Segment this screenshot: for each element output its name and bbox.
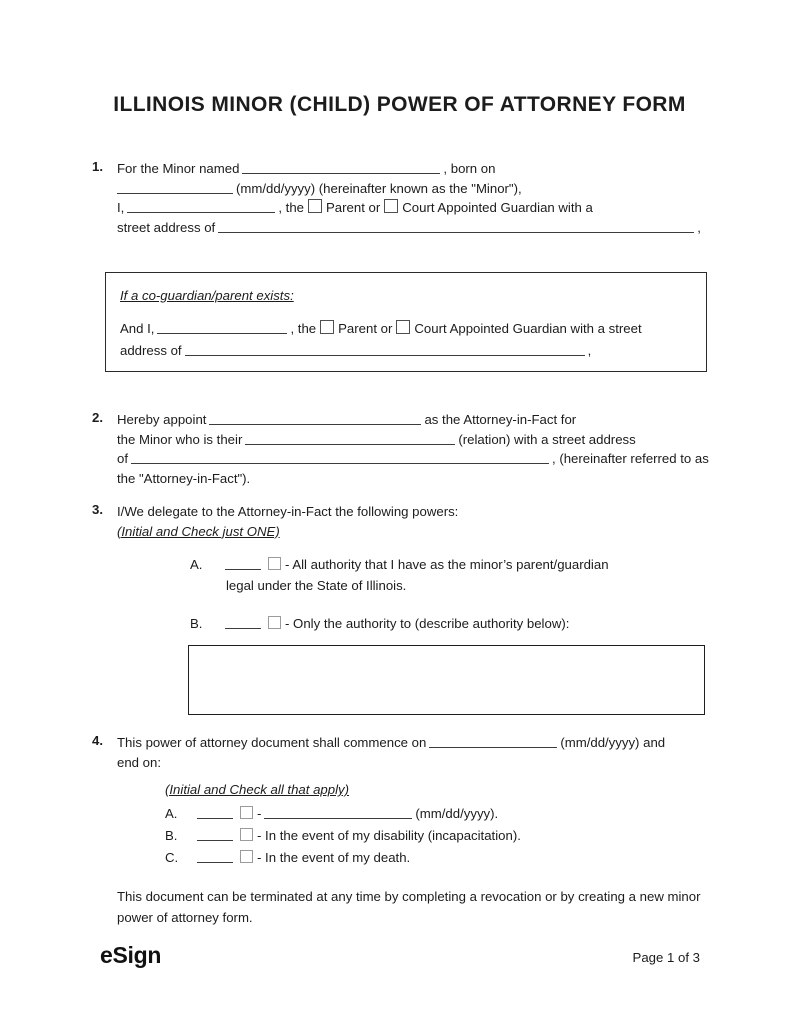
guardian-name-field[interactable]: [127, 199, 275, 213]
section-1-number: 1.: [92, 159, 103, 174]
end-a-initials-field[interactable]: [197, 805, 233, 819]
end-c-label: C.: [165, 849, 179, 865]
s1-i-label: I,: [117, 200, 125, 215]
co-guardian-name-field[interactable]: [157, 320, 287, 334]
end-b-label: B.: [165, 827, 178, 843]
option-a-initials-field[interactable]: [225, 556, 261, 570]
attorney-in-fact-name-field[interactable]: [209, 411, 421, 425]
s4-commence-label: This power of attorney document shall commence on: [117, 735, 427, 750]
s4-date-suffix-label: (mm/dd/yyyy) and: [560, 735, 666, 750]
end-a-dash: -: [257, 805, 262, 821]
end-a-label: A.: [165, 805, 178, 821]
section-4: [92, 733, 707, 869]
termination-note: This document can be terminated at any time by completing a revocation or by creating a new minor power of attorney form.: [117, 888, 701, 925]
court-guardian-checkbox[interactable]: [384, 199, 398, 213]
parent-checkbox[interactable]: [308, 199, 322, 213]
co-guardian-box: [105, 272, 707, 372]
end-c-initials-field[interactable]: [197, 849, 233, 863]
minor-dob-field[interactable]: [117, 180, 233, 194]
s3-instruction: (Initial and Check just ONE): [117, 523, 280, 539]
cobox-parent-label: Parent or: [338, 321, 393, 336]
option-b-checkbox[interactable]: [268, 616, 281, 629]
guardian-address-field[interactable]: [218, 219, 694, 233]
option-b-text: - Only the authority to (describe authority below):: [285, 616, 570, 631]
cobox-and-i-label: And I,: [120, 321, 155, 336]
s2-relation-label: (relation) with a street address: [458, 431, 636, 447]
s1-guardian-label: Court Appointed Guardian with a: [402, 200, 593, 215]
s1-dob-suffix-label: (mm/dd/yyyy) (hereinafter known as the "Minor"),: [236, 180, 522, 196]
section-4-number: 4.: [92, 733, 103, 748]
end-b-initials-field[interactable]: [197, 827, 233, 841]
section-2: [92, 410, 707, 488]
option-a-text-line2: legal under the State of Illinois.: [226, 578, 407, 593]
co-guardian-heading: If a co-guardian/parent exists:: [120, 288, 294, 303]
co-parent-checkbox[interactable]: [320, 320, 334, 334]
end-c-text: - In the event of my death.: [257, 849, 411, 865]
co-guardian-address-field[interactable]: [185, 342, 585, 356]
option-b-label: B.: [190, 616, 203, 631]
option-a-text-line1: - All authority that I have as the minor’s parent/guardian: [285, 557, 609, 572]
s2-aif-name-label: the "Attorney-in-Fact").: [117, 470, 251, 486]
cobox-address-label: address of: [120, 342, 182, 358]
minor-name-field[interactable]: [242, 160, 440, 174]
s3-intro: I/We delegate to the Attorney-in-Fact the following powers:: [117, 504, 459, 519]
s1-comma: ,: [697, 219, 701, 235]
relation-field[interactable]: [245, 431, 455, 445]
cobox-comma: ,: [587, 342, 592, 358]
section-3-number: 3.: [92, 502, 103, 517]
end-date-field[interactable]: [264, 805, 412, 819]
esign-logo: eSign: [100, 942, 162, 968]
section-3: [92, 502, 707, 715]
end-option-a: [165, 803, 707, 825]
section-1: [92, 159, 707, 237]
co-court-guardian-checkbox[interactable]: [396, 320, 410, 334]
s1-the-label: , the: [278, 200, 304, 215]
attorney-in-fact-address-field[interactable]: [131, 450, 549, 464]
s4-end-on-label: end on:: [117, 754, 161, 770]
option-a-label: A.: [190, 557, 203, 572]
authority-description-box[interactable]: [188, 645, 705, 715]
option-b-initials-field[interactable]: [225, 615, 261, 629]
end-a-checkbox[interactable]: [240, 806, 253, 819]
s2-aif-for-label: as the Attorney-in-Fact for: [424, 412, 577, 427]
end-b-checkbox[interactable]: [240, 828, 253, 841]
end-option-c: [165, 847, 707, 869]
section-2-number: 2.: [92, 410, 103, 425]
s2-appoint-label: Hereby appoint: [117, 412, 207, 427]
s1-minor-named-label: For the Minor named: [117, 161, 240, 176]
power-option-b: [190, 613, 707, 634]
s1-street-label: street address of: [117, 219, 216, 235]
s4-instruction: (Initial and Check all that apply): [165, 782, 349, 797]
s2-of-label: of: [117, 451, 128, 466]
s2-hereinafter-label: , (hereinafter referred to as: [552, 451, 709, 466]
s1-born-on-label: , born on: [443, 161, 496, 176]
s1-parent-label: Parent or: [326, 200, 381, 215]
page-number: Page 1 of 3: [632, 950, 700, 965]
end-option-b: [165, 825, 707, 847]
s2-minor-their-label: the Minor who is their: [117, 431, 243, 447]
option-a-checkbox[interactable]: [268, 557, 281, 570]
page-title: ILLINOIS MINOR (CHILD) POWER OF ATTORNEY FORM: [113, 93, 686, 116]
end-a-suffix: (mm/dd/yyyy).: [415, 805, 499, 821]
cobox-the-label: , the: [290, 321, 317, 336]
cobox-guardian-label: Court Appointed Guardian with a street: [414, 321, 642, 336]
end-b-text: - In the event of my disability (incapacitation).: [257, 827, 521, 843]
end-c-checkbox[interactable]: [240, 850, 253, 863]
power-option-a: [190, 554, 707, 596]
commence-date-field[interactable]: [429, 734, 557, 748]
